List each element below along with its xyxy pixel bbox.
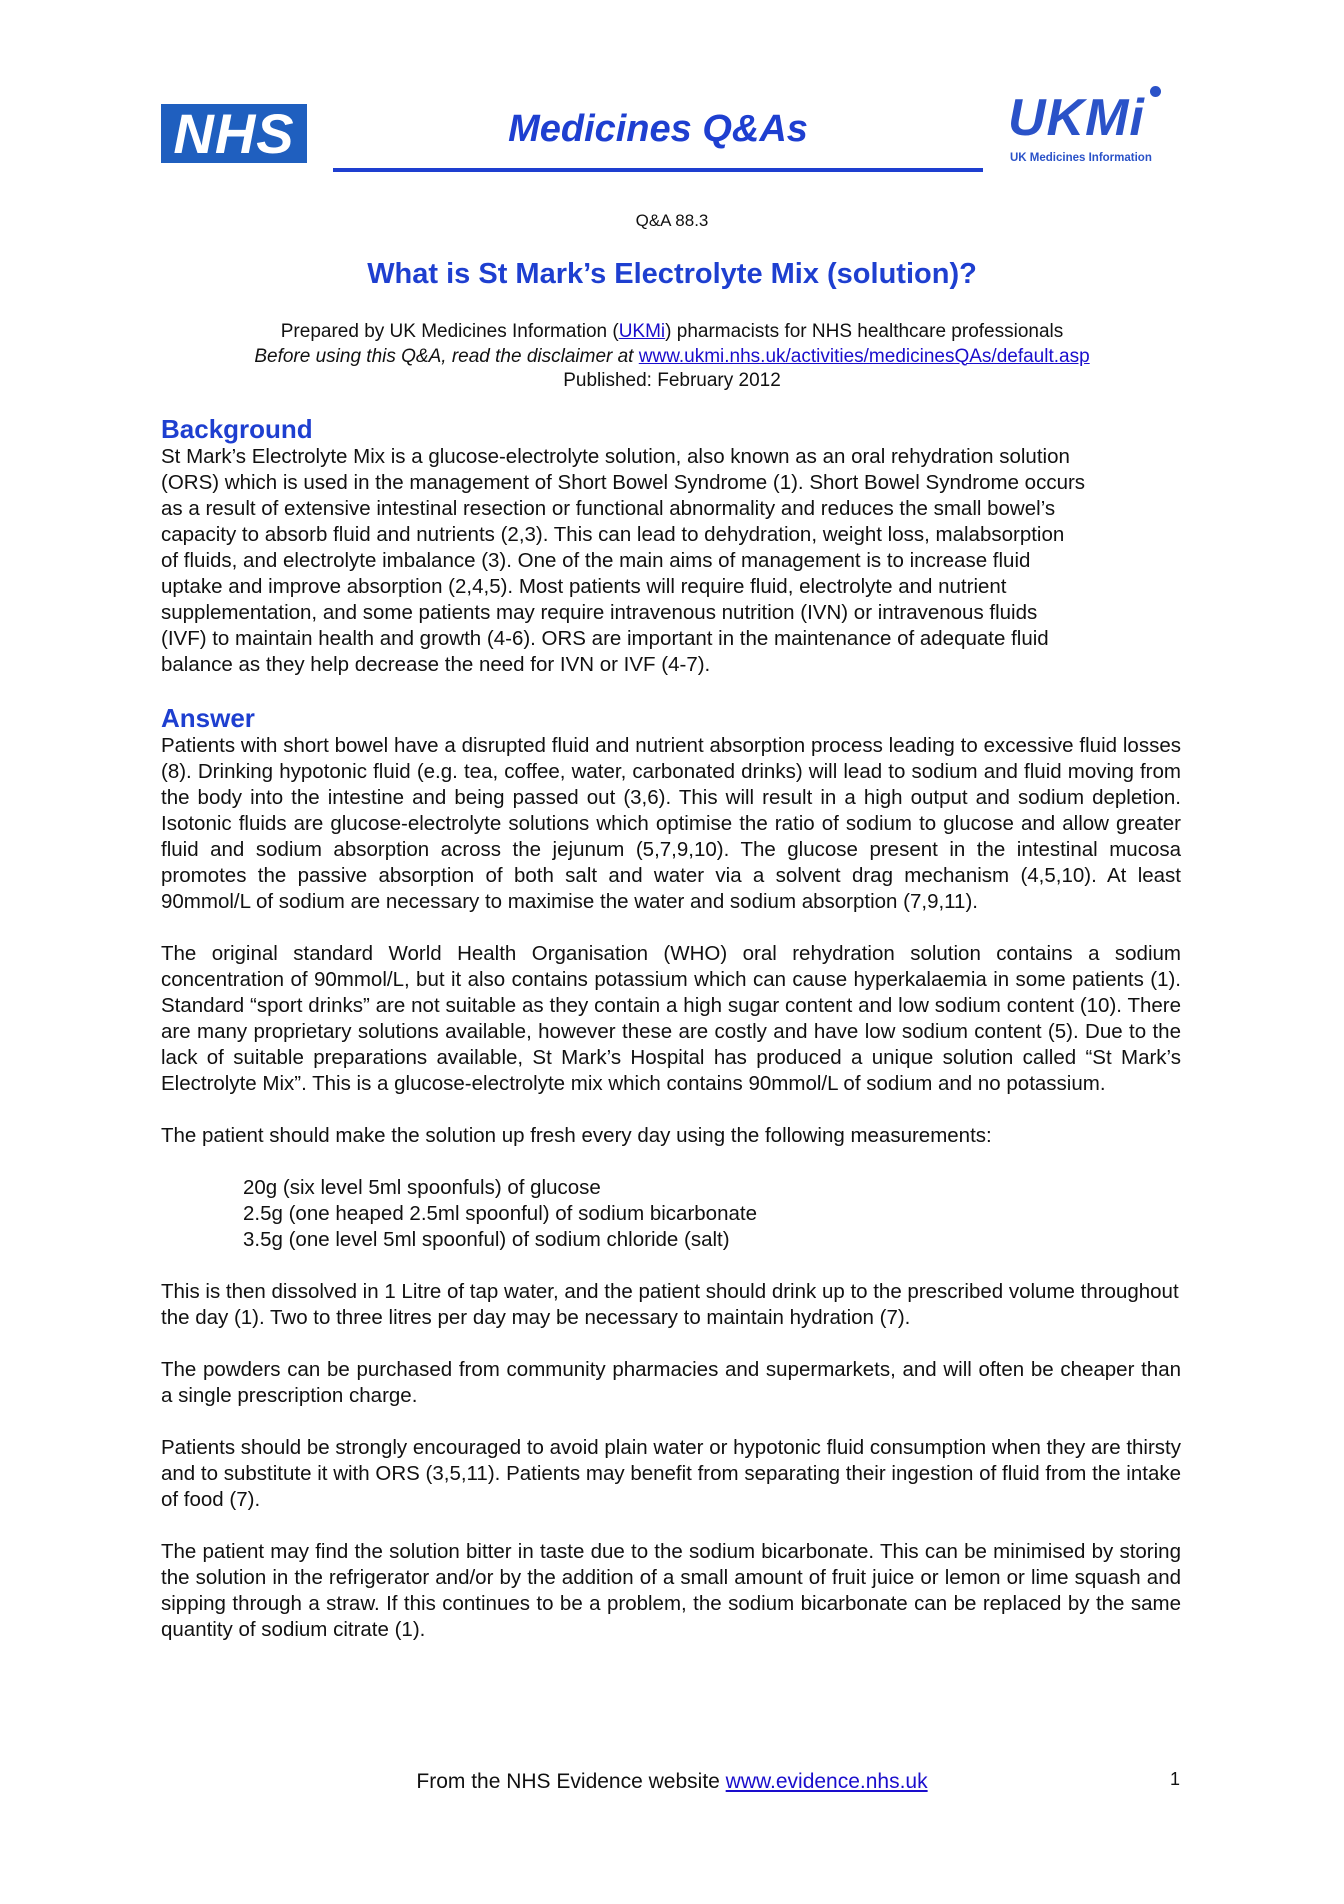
disclaimer-link[interactable]: www.ukmi.nhs.uk/activities/medicinesQAs/default.asp [638, 345, 1090, 367]
ukmi-logo-text: UKMi [1008, 89, 1145, 147]
preparation-info [0, 320, 1344, 394]
background-line: as a result of extensive intestinal resection or functional abnormality and reduces the small bowel’s [161, 497, 1056, 520]
document-title: Medicines Q&As [508, 108, 808, 150]
background-line: of fluids, and electrolyte imbalance (3). One of the main aims of management is to increase fluid [161, 549, 1031, 572]
main-content [161, 414, 1181, 1643]
ingredient-item: 3.5g (one level 5ml spoonful) of sodium chloride (salt) [243, 1228, 730, 1251]
background-line: supplementation, and some patients may require intravenous nutrition (IVN) or intravenous fluids [161, 601, 1038, 624]
background-line: uptake and improve absorption (2,4,5). Most patients will require fluid, electrolyte and nutrient [161, 575, 1007, 598]
background-line: capacity to absorb fluid and nutrients (2,3). This can lead to dehydration, weight loss, malabsorption [161, 523, 1065, 546]
ingredient-item: 2.5g (one heaped 2.5ml spoonful) of sodium bicarbonate [243, 1202, 757, 1225]
background-heading: Background [161, 414, 313, 444]
ingredient-item: 20g (six level 5ml spoonfuls) of glucose [243, 1176, 601, 1199]
background-line: balance as they help decrease the need for IVN or IVF (4-7). [161, 653, 711, 676]
prepared-by-line: Prepared by UK Medicines Information (UKMi) pharmacists for NHS healthcare professionals [280, 321, 1064, 342]
question-title: What is St Mark’s Electrolyte Mix (solution)? [367, 258, 977, 290]
ukmi-logo-dot [1150, 86, 1161, 97]
answer-paragraph-4: This is then dissolved in 1 Litre of tap water, and the patient should drink up to the prescribed volume throughout the day (1). Two to three litres per day may be necessary to maintain hydration (7). [161, 1280, 1179, 1329]
disclaimer-line: Before using this Q&A, read the disclaimer at www.ukmi.nhs.uk/activities/medicinesQAs/default.asp [254, 345, 1090, 367]
background-line: (IVF) to maintain health and growth (4-6). ORS are important in the maintenance of adequate fluid [161, 627, 1049, 650]
background-paragraph [161, 444, 1181, 678]
nhs-logo: NHS [161, 104, 307, 163]
answer-paragraph-6: Patients should be strongly encouraged to avoid plain water or hypotonic fluid consumption when they are thirsty and to substitute it with ORS (3,5,11). Patients may benefit from separating their ingestion of fluid from the intake of food (7). [161, 1436, 1181, 1511]
page-number: 1 [1170, 1769, 1181, 1789]
page-footer: From the NHS Evidence website www.evidence.nhs.uk [416, 1770, 928, 1793]
answer-paragraph-3: The patient should make the solution up fresh every day using the following measurements: [161, 1124, 992, 1147]
answer-paragraph-7: The patient may find the solution bitter in taste due to the sodium bicarbonate. This can be minimised by storing the solution in the refrigerator and/or by the addition of a small amount of fruit juice or lemon or lime squash and sipping through a straw. If this continues to be a problem, the sodium bicarbonate can be replaced by the same quantity of sodium citrate (1). [161, 1540, 1181, 1641]
answer-paragraph-1: Patients with short bowel have a disrupted fluid and nutrient absorption process leading to excessive fluid losses (8). Drinking hypotonic fluid (e.g. tea, coffee, water, carbonated drinks) will lead to sodium and fluid moving from the body into the intestine and being passed out (3,6). This will result in a high output and sodium depletion. Isotonic fluids are glucose-electrolyte solutions which optimise the ratio of sodium to glucose and allow greater fluid and sodium absorption across the jejunum (5,7,9,10). The glucose present in the intestinal mucosa promotes the passive absorption of both salt and water via a solvent drag mechanism (4,5,10). At least 90mmol/L of sodium are necessary to maximise the water and sodium absorption (7,9,11). [161, 734, 1181, 913]
ukmi-logo [1008, 86, 1178, 170]
answer-heading: Answer [161, 703, 255, 733]
published-date: Published: February 2012 [563, 370, 781, 391]
evidence-link[interactable]: www.evidence.nhs.uk [725, 1770, 928, 1793]
title-underline [333, 168, 983, 172]
qa-number: Q&A 88.3 [635, 211, 709, 230]
ukmi-logo-subtitle: UK Medicines Information [1010, 152, 1152, 164]
background-line: St Mark’s Electrolyte Mix is a glucose-electrolyte solution, also known as an oral rehydration solution [161, 445, 1070, 468]
ingredient-list [161, 1175, 1181, 1253]
answer-paragraph-5: The powders can be purchased from community pharmacies and supermarkets, and will often be cheaper than a single prescription charge. [161, 1358, 1181, 1407]
background-line: (ORS) which is used in the management of Short Bowel Syndrome (1). Short Bowel Syndrome occurs [161, 471, 1086, 494]
answer-paragraph-2: The original standard World Health Organisation (WHO) oral rehydration solution contains a sodium concentration of 90mmol/L, but it also contains potassium which can cause hyperkalaemia in some patients (1). Standard “sport drinks” are not suitable as they contain a high sugar content and low sodium content (10). There are many proprietary solutions available, however these are costly and have low sodium content (5). Due to the lack of suitable preparations available, St Mark’s Hospital has produced a unique solution called “St Mark’s Electrolyte Mix”. This is a glucose-electrolyte mix which contains 90mmol/L of sodium and no potassium. [161, 942, 1181, 1095]
ukmi-link[interactable]: UKMi [618, 321, 666, 342]
